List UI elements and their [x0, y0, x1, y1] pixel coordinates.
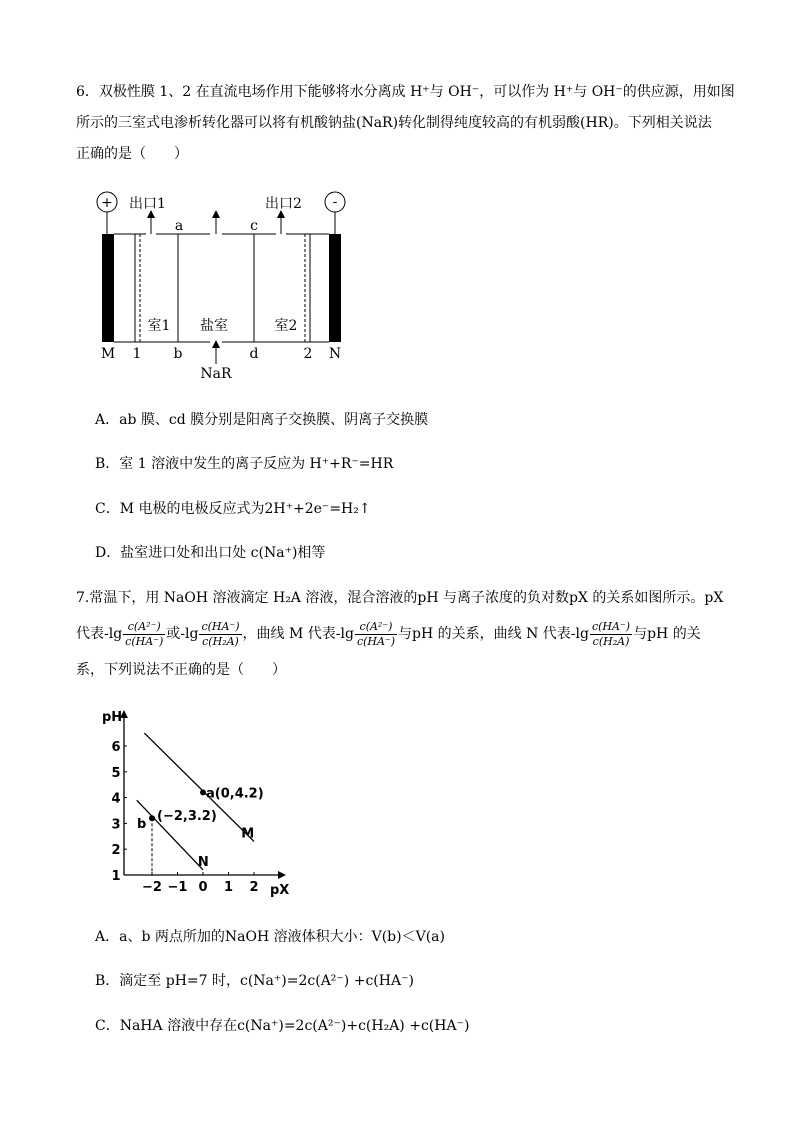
x-tick-label: −1: [167, 880, 188, 895]
electrode-M: [102, 234, 114, 342]
salt-room-label: 盐室: [200, 318, 228, 334]
x-axis-arrow-icon: [278, 871, 286, 879]
room-2-label: 室2: [274, 318, 298, 334]
inlet-label: NaR: [200, 366, 232, 382]
y-tick-label: 3: [111, 817, 121, 833]
outlet-2-label: 出口2: [265, 196, 302, 212]
q7-option-c: C．NaHA 溶液中存在c(Na⁺)=2c(A²⁻)+c(H₂A) +c(HA⁻): [95, 1018, 470, 1034]
point-b-label: b: [137, 817, 147, 833]
fraction-2: $\frac{c(HA^-)}{\text{c(H₂A)}}$: [201, 619, 240, 648]
q7-option-a: A．a、b 两点所加的NaOH 溶液体积大小：V(b)＜V(a): [95, 929, 445, 945]
x-axis-label: pX: [270, 883, 290, 898]
q6-option-c: C．M 电极的电极反应式为2H⁺+2e⁻=H₂↑: [95, 501, 371, 517]
ph-px-chart: [96, 702, 296, 898]
bottom-label-M: M: [100, 346, 116, 362]
room-1-label: 室1: [147, 318, 171, 334]
x-tick-label: 2: [249, 880, 259, 895]
q6-option-a: A．ab 膜、cd 膜分别是阳离子交换膜、阴离子交换膜: [95, 412, 429, 428]
electrodialysis-diagram: [88, 186, 358, 386]
point-a-label: a(0,4.2): [206, 786, 264, 802]
y-tick-label: 2: [111, 843, 121, 859]
y-tick-label: 1: [111, 869, 121, 884]
bottom-label-d: d: [249, 346, 259, 362]
q6-stem-line-1: 6．双极性膜 1、2 在直流电场作用下能够将水分离成 H⁺与 OH⁻，可以作为 H⁺与 OH⁻的供应源，用如图: [76, 84, 735, 100]
q7-stem-line-1: 7.常温下，用 NaOH 溶液滴定 H₂A 溶液，混合溶液的pH 与离子浓度的负对数pX 的关系如图所示。pX: [76, 590, 724, 606]
fraction-1: $\frac{\text{c(A²⁻)}}{c(HA^-)}$: [125, 619, 164, 648]
label-a: a: [174, 218, 184, 234]
q6-stem-line-3: 正确的是（ ）: [76, 146, 188, 162]
fraction-3: $\frac{\text{c(A²⁻)}}{c(HA^-)}$: [356, 619, 396, 648]
q7-stem-line-3: 系，下列说法不正确的是（ ）: [76, 662, 286, 678]
y-tick-label: 5: [111, 765, 121, 781]
plus-sign: +: [101, 195, 113, 211]
q7-option-b: B．滴定至 pH=7 时，c(Na⁺)=2c(A²⁻) +c(HA⁻): [95, 973, 414, 989]
q6-stem-line-2: 所示的三室式电渗析转化器可以将有机酸钠盐(NaR)转化制得纯度较高的有机弱酸(HR)。下列相关说法: [76, 115, 712, 131]
series-label-N: N: [197, 855, 209, 871]
bottom-label-1: 1: [132, 346, 142, 362]
electrode-N: [329, 234, 341, 342]
x-tick-label: −2: [142, 880, 162, 895]
bottom-label-b: b: [173, 346, 183, 362]
q6-option-b: B．室 1 溶液中发生的离子反应为 H⁺+R⁻=HR: [95, 456, 394, 472]
bottom-label-N: N: [328, 346, 342, 362]
fraction-4: $\frac{c(HA^-)}{\text{c(H₂A)}}$: [591, 619, 631, 648]
q7-stem-line-2: 代表-lg $\frac{\text{c(A²⁻)}}{c(HA^-)}$ 或-lg $\frac{c(HA^-)}{\text{c(H₂A)}}$ ，曲线 M 代表-lg $\frac{\text{c(A²⁻)}}{c(HA^-)}$ 与pH 的关系，曲线 N 代表-lg $\frac{c(HA^-)}{\text{c(H₂A)}}$ 与pH 的关: [76, 619, 701, 648]
y-axis-label: pH: [102, 710, 123, 725]
outlet-1-label: 出口1: [129, 196, 166, 212]
series-label-M: M: [241, 826, 255, 842]
y-tick-label: 4: [111, 791, 121, 807]
x-tick-label: 1: [223, 880, 234, 895]
minus-sign: -: [332, 194, 338, 210]
point-b-coords: (−2,3.2): [157, 809, 217, 825]
q6-option-d: D．盐室进口处和出口处 c(Na⁺)相等: [95, 545, 326, 561]
x-tick-label: 0: [198, 880, 208, 895]
y-tick-label: 6: [111, 740, 121, 755]
bottom-label-2: 2: [303, 346, 313, 362]
label-c: c: [250, 218, 258, 234]
